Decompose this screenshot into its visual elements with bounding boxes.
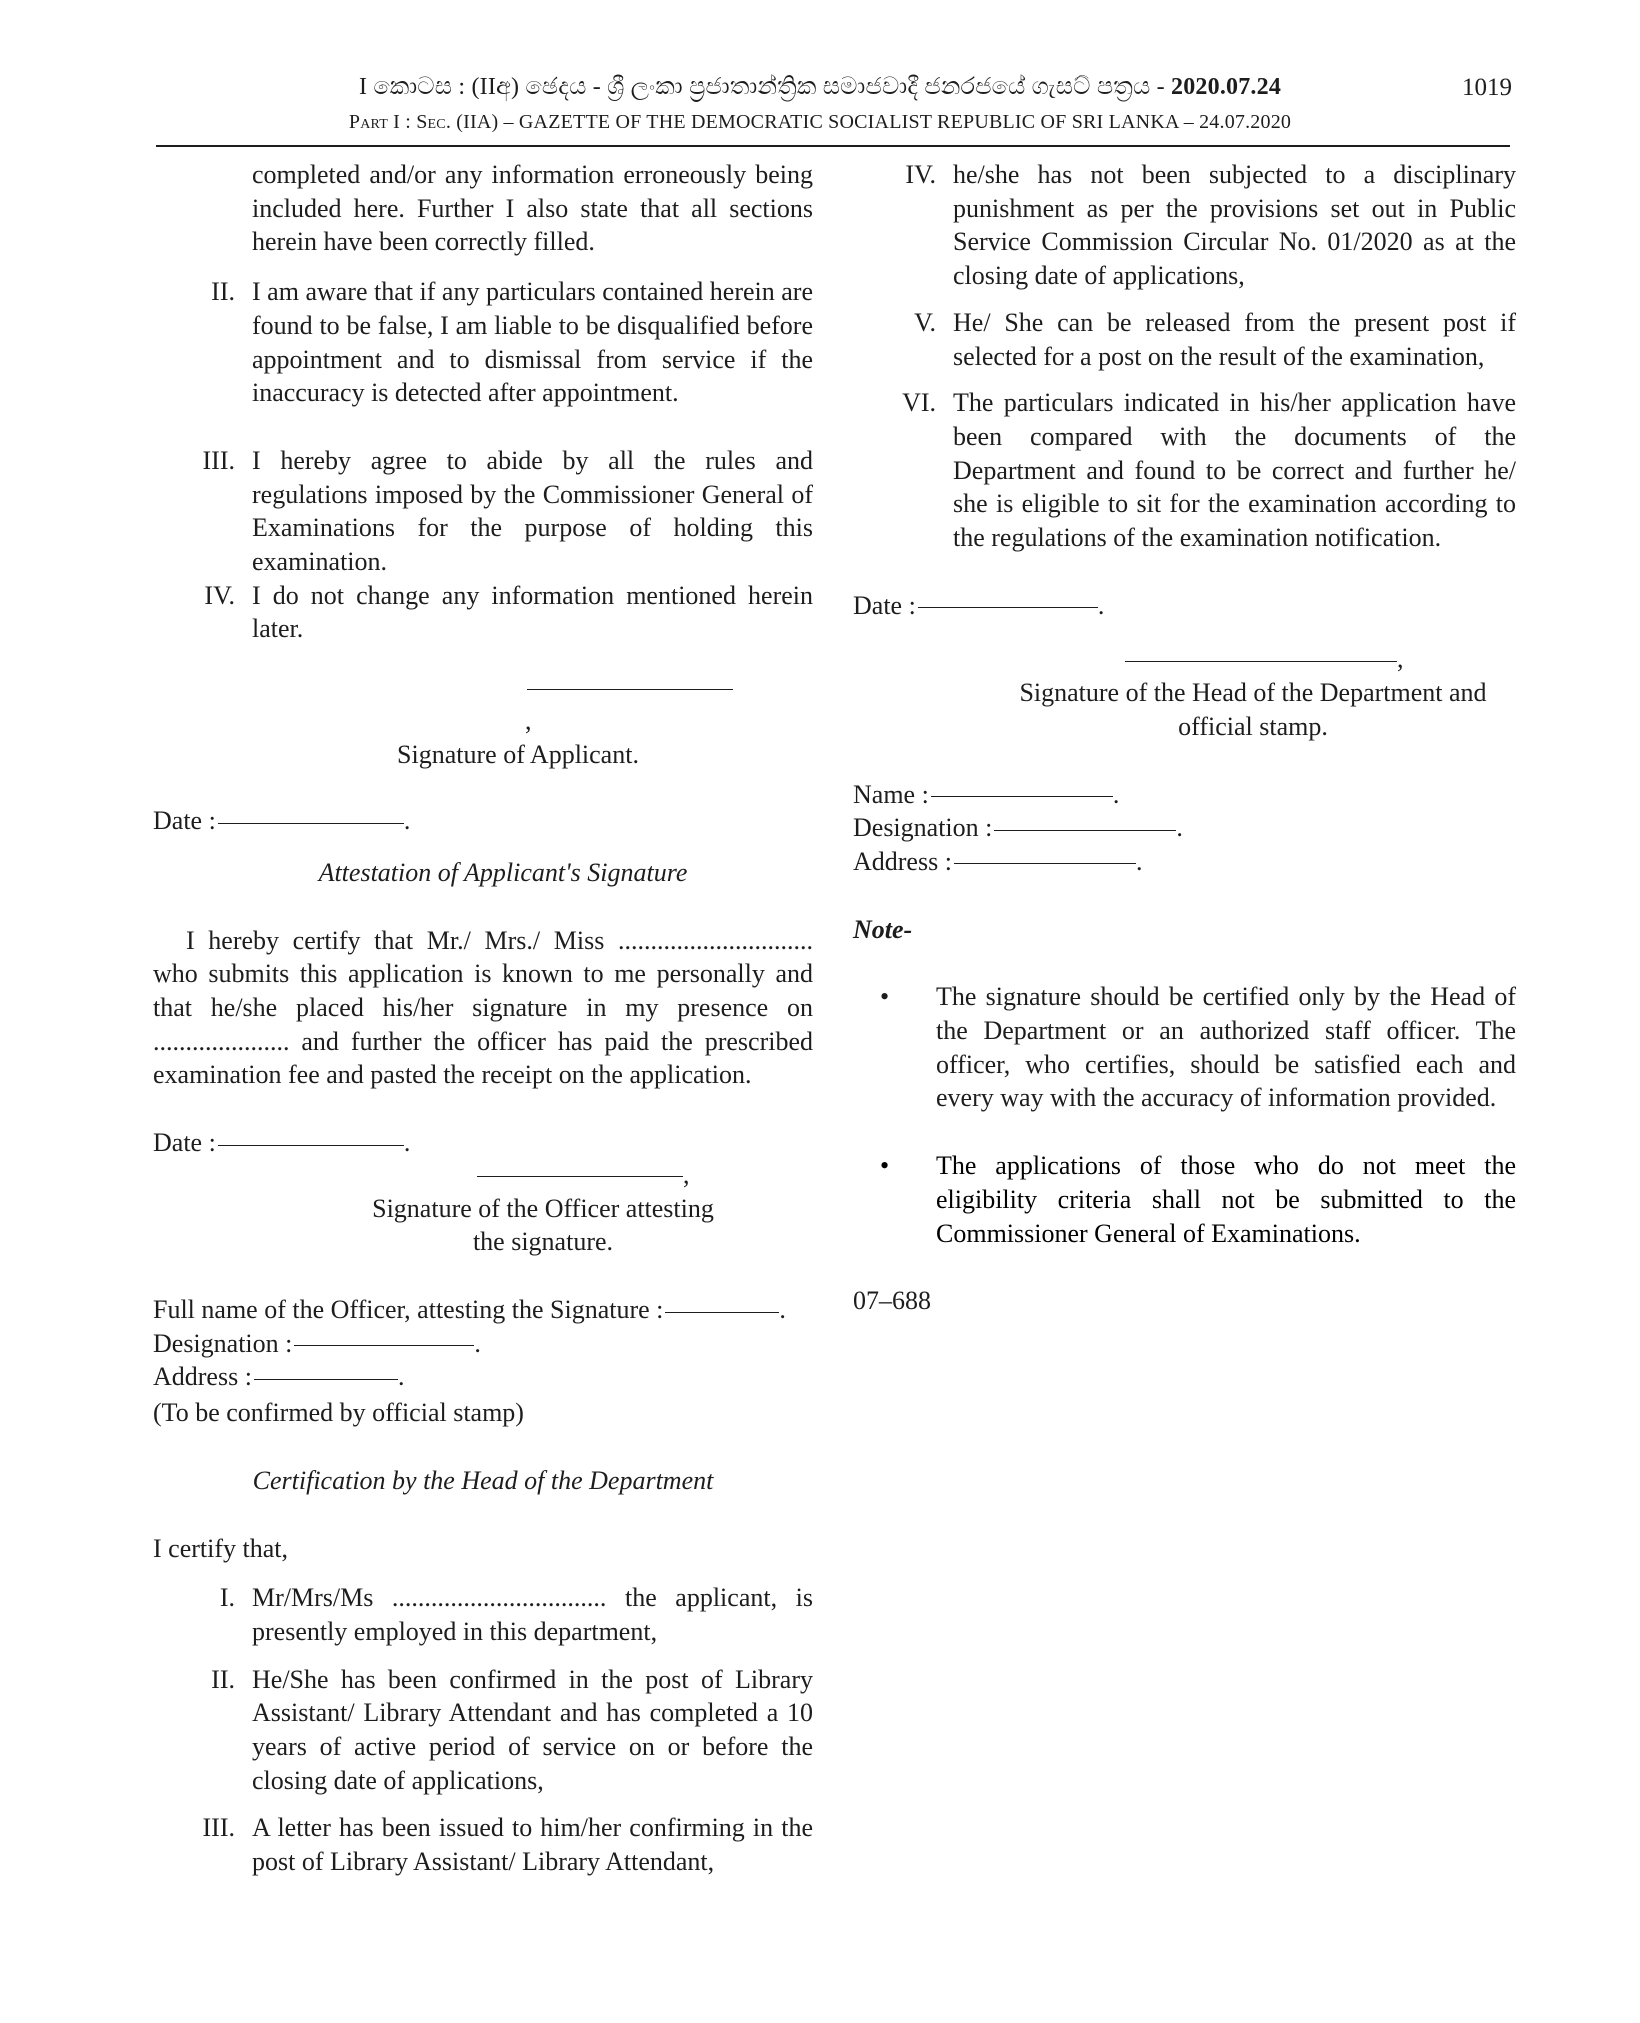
cert-number: VI. — [902, 388, 936, 418]
cert-text: He/She has been confirmed in the post of Library Assistant/ Library Attendant and has completed a 10 years of active period of service on or before the closing date of applications, — [252, 1664, 813, 1795]
head-signature-label: Signature of the Head of the Department and official stamp. — [1019, 678, 1487, 741]
applicant-signature-label: Signature of Applicant. — [397, 739, 639, 769]
cert-number: V. — [914, 307, 936, 337]
bullet-icon: • — [880, 1151, 890, 1181]
applicant-signature-line: , — [153, 670, 715, 737]
declaration-text: I do not change any information mentioned herein later. — [252, 580, 813, 644]
cert-number: I. — [219, 1583, 235, 1613]
cert-item — [853, 306, 1516, 373]
declaration-continued: completed and/or any information erroneously being included here. Further I also state that all sections herein have been correctly filled. — [252, 160, 813, 257]
header-english: Part I : Sec. (IIA) – GAZETTE OF THE DEMOCRATIC SOCIALIST REPUBLIC OF SRI LANKA – 24.07.2020 — [348, 111, 1292, 133]
head-date: Date : . — [853, 590, 1105, 620]
cert-item — [153, 1581, 813, 1648]
note-item — [853, 1149, 1516, 1250]
declaration-item — [153, 444, 813, 579]
officer-designation: Designation : . — [153, 1328, 481, 1358]
officer-address: Address : . — [153, 1362, 405, 1392]
header-english-text: (IIA) – GAZETTE OF THE DEMOCRATIC SOCIALIST REPUBLIC OF SRI LANKA – 24.07.2020 — [456, 111, 1292, 133]
attestation-text: I hereby certify that Mr./ Mrs./ Miss .............................. who submits this application is known to me personally and that he/she placed his/her signature in my presence on ..................... and further the officer has paid the prescribed examination fee and pasted the receipt on the application. — [153, 925, 813, 1090]
cert-item — [153, 1663, 813, 1798]
cert-number: II. — [211, 1664, 235, 1694]
note-heading: Note- — [853, 914, 913, 944]
attestation-date: Date : . — [153, 1128, 411, 1158]
date-label: Date : — [153, 806, 216, 836]
cert-text: He/ She can be released from the present post if selected for a post on the result of the examination, — [953, 307, 1516, 371]
header-sinhala — [0, 74, 1640, 101]
declaration-item — [153, 275, 813, 410]
certify-intro: I certify that, — [153, 1533, 288, 1563]
header-date: 2020.07.24 — [1171, 74, 1282, 100]
name-label: Name : — [853, 779, 929, 809]
officer-full-name: Full name of the Officer, attesting the Signature : . — [153, 1294, 786, 1324]
cert-text: Mr/Mrs/Ms ................................. the applicant, is presently employed in this department, — [252, 1583, 813, 1646]
right-column — [853, 158, 1516, 1318]
cert-item — [853, 386, 1516, 555]
declaration-text: I am aware that if any particulars contained herein are found to be false, I am liable to be disqualified before appointment and to dismissal from service if the inaccuracy is detected after appointment. — [252, 277, 813, 408]
note-text: The signature should be certified only by the Head of the Department or an authorized staff officer. The officer, who certifies, should be satisfied each and every way with the accuracy of information provided. — [936, 982, 1516, 1113]
address-label: Address : — [153, 1362, 252, 1392]
applicant-date: Date : . — [153, 806, 411, 836]
declaration-text: I hereby agree to abide by all the rules and regulations imposed by the Commissioner General of Examinations for the purpose of holding this examination. — [252, 445, 813, 577]
address-label: Address : — [853, 846, 952, 876]
page-number: 1019 — [1462, 74, 1512, 101]
head-signature-line: , — [853, 642, 1516, 676]
cert-item — [153, 1811, 813, 1878]
head-designation: Designation : . — [853, 813, 1183, 843]
left-column — [153, 158, 813, 1879]
cert-text: he/she has not been subjected to a disciplinary punishment as per the provisions set out in Public Service Commission Circular No. 01/2020 as at the closing date of applications, — [953, 160, 1516, 291]
cert-text: The particulars indicated in his/her application have been compared with the documents of the Department and found to be correct and further he/ she is eligible to sit for the examination according to the regulations of the examination notification. — [953, 388, 1516, 553]
note-text: The applications of those who do not meet the eligibility criteria shall not be submitted to the Commissioner General of Examinations. — [936, 1151, 1516, 1248]
note-item — [853, 980, 1516, 1115]
attestation-title: Attestation of Applicant's Signature — [318, 857, 688, 887]
declaration-item — [153, 579, 813, 646]
officer-signature-line: , — [153, 1158, 813, 1192]
designation-label: Designation : — [153, 1328, 293, 1358]
declaration-number: IV. — [204, 580, 235, 610]
designation-label: Designation : — [853, 813, 993, 843]
bullet-icon: • — [880, 982, 890, 1012]
header-sec: Sec. — [416, 111, 452, 133]
cert-item — [853, 158, 1516, 293]
date-label: Date : — [853, 590, 916, 620]
declaration-number: II. — [211, 277, 235, 307]
officer-signature-label: Signature of the Officer attesting the signature. — [372, 1193, 714, 1257]
head-address: Address : . — [853, 846, 1143, 876]
certification-title: Certification by the Head of the Department — [252, 1465, 714, 1495]
cert-number: IV. — [905, 160, 936, 189]
cert-text: A letter has been issued to him/her confirming in the post of Library Assistant/ Library Attendant, — [252, 1813, 813, 1877]
declaration-number: III. — [202, 445, 235, 475]
full-name-label: Full name of the Officer, attesting the Signature : — [153, 1294, 664, 1324]
cert-number: III. — [202, 1813, 235, 1843]
header-part: Part I — [348, 111, 401, 133]
reference-number: 07–688 — [853, 1286, 931, 1316]
header-rule — [156, 145, 1510, 147]
stamp-note: (To be confirmed by official stamp) — [153, 1398, 524, 1428]
head-name: Name : . — [853, 779, 1120, 809]
date-label: Date : — [153, 1128, 216, 1158]
header-sinhala-text: I කොටස : (IIඅ) ඡෙදය - ශ්‍රී ලංකා ප්‍රජාතාන්ත්‍රික සමාජවාදී ජනරජයේ ගැසට් පත්‍රය - — [358, 74, 1165, 100]
